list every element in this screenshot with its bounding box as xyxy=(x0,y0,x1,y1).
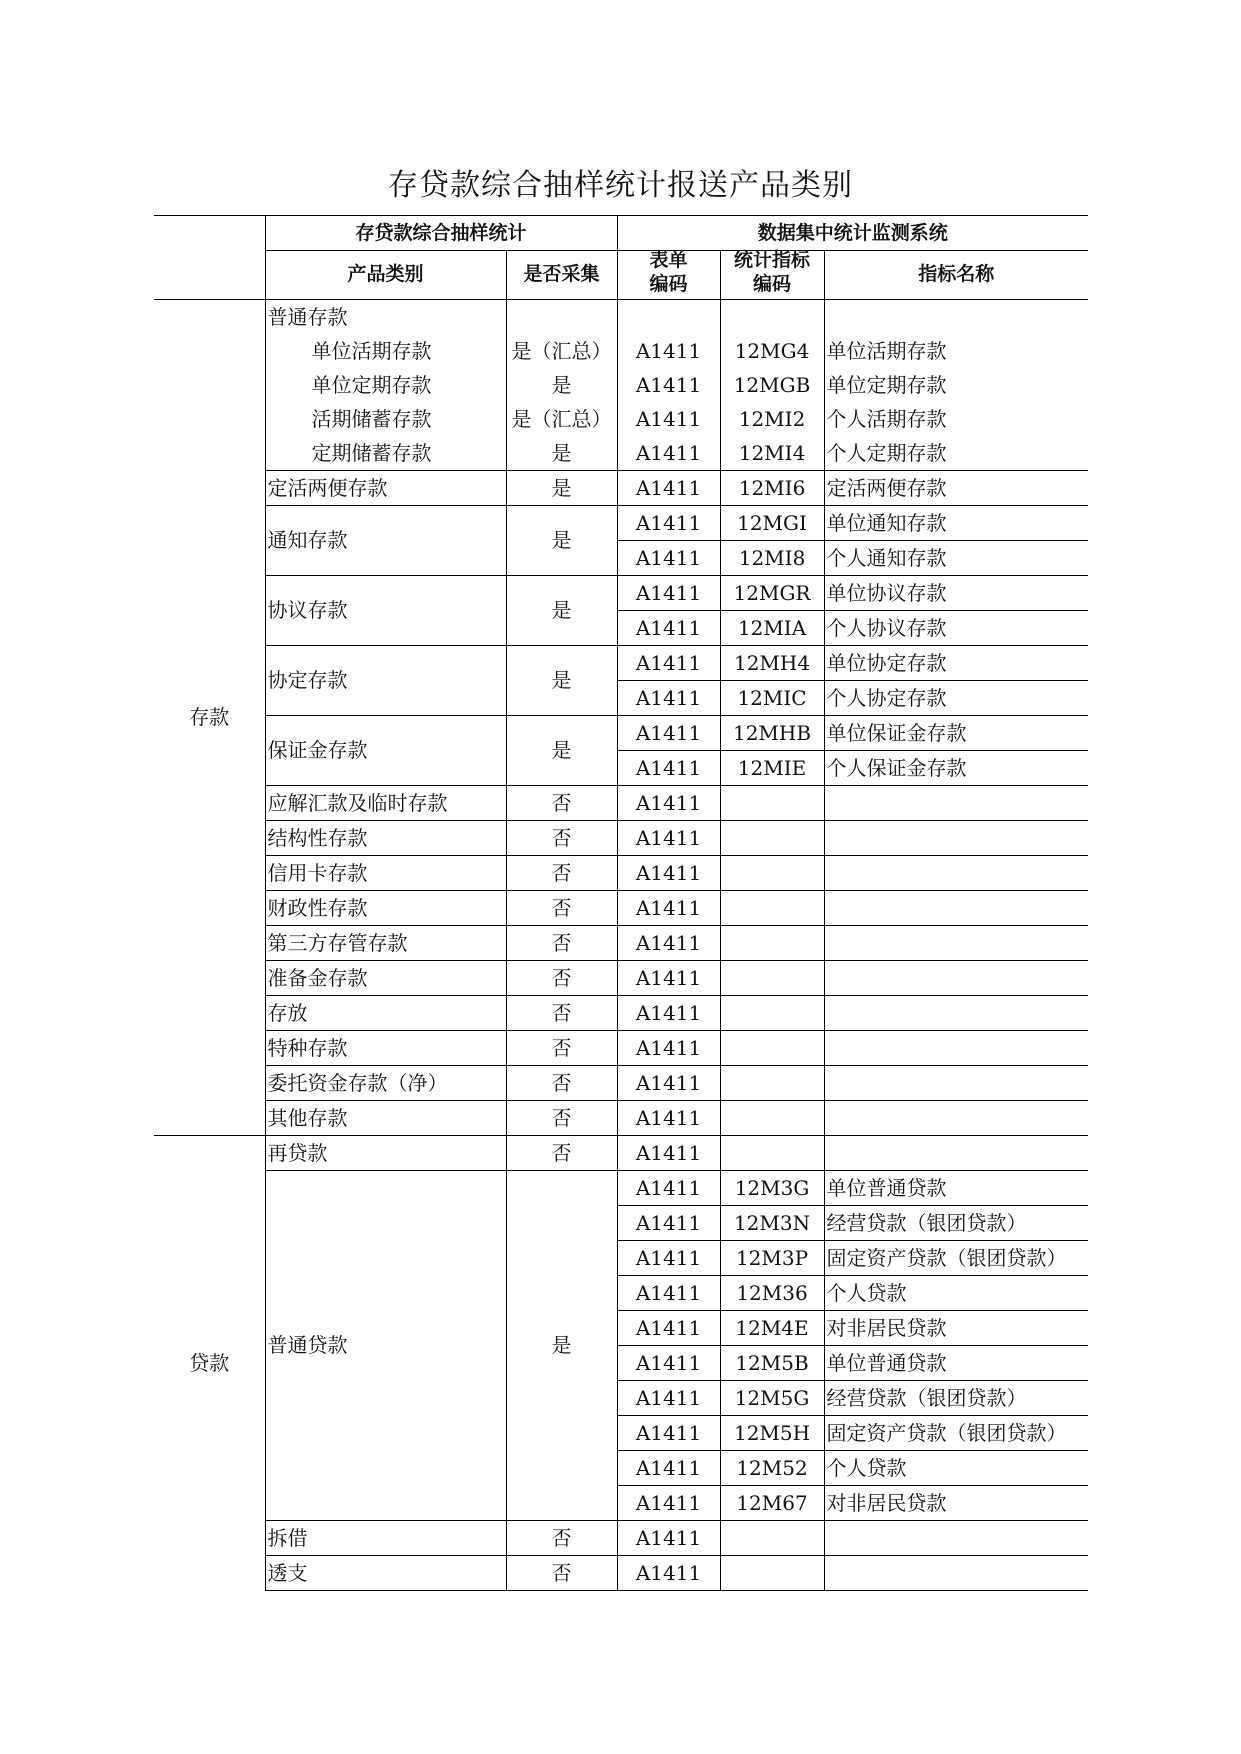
collect-cell: 否 xyxy=(506,785,617,820)
product-cell: 财政性存款 xyxy=(265,890,506,925)
indicator-code-cell: 12M3N xyxy=(720,1205,824,1240)
form-code-cell: A1411 xyxy=(617,1485,720,1520)
form-code-cell: A1411 xyxy=(617,1345,720,1380)
indicator-code-cell: 12M36 xyxy=(720,1275,824,1310)
indicator-name-cell: 对非居民贷款 xyxy=(824,1310,1088,1345)
form-code-cell: A1411 xyxy=(617,1380,720,1415)
form-code-cell: A1411 xyxy=(617,540,720,575)
header-group-system: 数据集中统计监测系统 xyxy=(617,216,1088,251)
collect-cell: 是（汇总） xyxy=(506,334,617,368)
indicator-code-cell: 12M5H xyxy=(720,1415,824,1450)
indicator-name-cell: 单位通知存款 xyxy=(824,505,1088,540)
form-code-cell: A1411 xyxy=(617,680,720,715)
header-product-category: 产品类别 xyxy=(265,251,506,300)
header-indicator-name: 指标名称 xyxy=(824,251,1088,300)
indicator-code-cell: 12M5B xyxy=(720,1345,824,1380)
collect-cell: 否 xyxy=(506,1135,617,1170)
header-form-code: 表单 编码 xyxy=(617,251,720,300)
product-cell: 协定存款 xyxy=(265,645,506,715)
form-code-cell: A1411 xyxy=(617,505,720,540)
product-category-table xyxy=(154,215,1088,1591)
form-code-cell: A1411 xyxy=(617,925,720,960)
product-cell: 信用卡存款 xyxy=(265,855,506,890)
table-row xyxy=(154,855,1088,890)
product-cell: 应解汇款及临时存款 xyxy=(265,785,506,820)
indicator-code-cell: 12M3G xyxy=(720,1170,824,1205)
indicator-code-cell: 12MIC xyxy=(720,680,824,715)
product-cell: 透支 xyxy=(265,1555,506,1590)
indicator-name-cell: 单位定期存款 xyxy=(824,368,1088,402)
product-cell: 拆借 xyxy=(265,1520,506,1555)
collect-cell: 是 xyxy=(506,575,617,645)
product-cell: 保证金存款 xyxy=(265,715,506,785)
table-row xyxy=(154,960,1088,995)
form-code-cell: A1411 xyxy=(617,820,720,855)
indicator-code-cell: 12MI2 xyxy=(720,402,824,436)
table-row xyxy=(154,334,1088,368)
indicator-name-cell: 经营贷款（银团贷款） xyxy=(824,1380,1088,1415)
indicator-code-cell: 12MGB xyxy=(720,368,824,402)
product-cell: 特种存款 xyxy=(265,1030,506,1065)
product-cell: 普通存款 xyxy=(265,299,506,334)
table-row xyxy=(154,436,1088,471)
table-row xyxy=(154,995,1088,1030)
header-blank-cell xyxy=(154,251,265,300)
table-row xyxy=(154,1065,1088,1100)
form-code-cell: A1411 xyxy=(617,1205,720,1240)
section-label-loan: 贷款 xyxy=(154,1135,265,1590)
indicator-name-cell: 单位普通贷款 xyxy=(824,1345,1088,1380)
product-cell: 定期储蓄存款 xyxy=(265,436,506,471)
indicator-code-cell: 12MH4 xyxy=(720,645,824,680)
form-code-cell: A1411 xyxy=(617,1030,720,1065)
table-row xyxy=(154,785,1088,820)
collect-cell: 否 xyxy=(506,855,617,890)
collect-cell: 否 xyxy=(506,1100,617,1135)
indicator-code-cell: 12M3P xyxy=(720,1240,824,1275)
form-code-cell: A1411 xyxy=(617,645,720,680)
form-code-cell: A1411 xyxy=(617,368,720,402)
header-row-columns xyxy=(154,251,1088,300)
table-row xyxy=(154,368,1088,402)
form-code-cell: A1411 xyxy=(617,960,720,995)
indicator-code-cell: 12MI6 xyxy=(720,470,824,505)
table-row xyxy=(154,1100,1088,1135)
form-code-cell: A1411 xyxy=(617,1240,720,1275)
form-code-cell: A1411 xyxy=(617,575,720,610)
form-code-cell: A1411 xyxy=(617,1065,720,1100)
indicator-code-cell: 12M67 xyxy=(720,1485,824,1520)
table-row xyxy=(154,645,1088,680)
collect-cell: 否 xyxy=(506,1030,617,1065)
indicator-name-cell: 固定资产贷款（银团贷款） xyxy=(824,1415,1088,1450)
table-row xyxy=(154,1520,1088,1555)
form-code-cell: A1411 xyxy=(617,1100,720,1135)
collect-cell: 否 xyxy=(506,995,617,1030)
indicator-code-cell: 12M5G xyxy=(720,1380,824,1415)
table-row xyxy=(154,470,1088,505)
product-cell: 协议存款 xyxy=(265,575,506,645)
form-code-cell: A1411 xyxy=(617,470,720,505)
form-code-cell: A1411 xyxy=(617,402,720,436)
indicator-name-cell: 个人贷款 xyxy=(824,1275,1088,1310)
indicator-code-cell: 12M4E xyxy=(720,1310,824,1345)
collect-cell: 是 xyxy=(506,715,617,785)
product-cell: 单位定期存款 xyxy=(265,368,506,402)
product-cell: 委托资金存款（净） xyxy=(265,1065,506,1100)
form-code-cell: A1411 xyxy=(617,1415,720,1450)
table-row xyxy=(154,1030,1088,1065)
form-code-cell: A1411 xyxy=(617,785,720,820)
form-code-cell: A1411 xyxy=(617,436,720,471)
table-row xyxy=(154,402,1088,436)
form-code-cell: A1411 xyxy=(617,855,720,890)
header-is-collected: 是否采集 xyxy=(506,251,617,300)
indicator-code-cell: 12M52 xyxy=(720,1450,824,1485)
indicator-name-cell: 单位协定存款 xyxy=(824,645,1088,680)
product-cell: 第三方存管存款 xyxy=(265,925,506,960)
indicator-code-cell: 12MHB xyxy=(720,715,824,750)
indicator-name-cell: 经营贷款（银团贷款） xyxy=(824,1205,1088,1240)
collect-cell: 否 xyxy=(506,960,617,995)
form-code-cell: A1411 xyxy=(617,1275,720,1310)
indicator-name-cell: 定活两便存款 xyxy=(824,470,1088,505)
indicator-code-cell: 12MI8 xyxy=(720,540,824,575)
table-row xyxy=(154,1555,1088,1590)
form-code-cell: A1411 xyxy=(617,1450,720,1485)
indicator-code-cell: 12MGR xyxy=(720,575,824,610)
table-row xyxy=(154,1135,1088,1170)
form-code-cell: A1411 xyxy=(617,750,720,785)
indicator-code-cell: 12MGI xyxy=(720,505,824,540)
indicator-name-cell: 个人保证金存款 xyxy=(824,750,1088,785)
form-code-cell: A1411 xyxy=(617,890,720,925)
form-code-cell: A1411 xyxy=(617,610,720,645)
table-row xyxy=(154,715,1088,750)
table-row xyxy=(154,820,1088,855)
product-cell: 定活两便存款 xyxy=(265,470,506,505)
product-cell: 再贷款 xyxy=(265,1135,506,1170)
table-row xyxy=(154,575,1088,610)
indicator-code-cell: 12MIE xyxy=(720,750,824,785)
table-row xyxy=(154,925,1088,960)
indicator-name-cell: 单位协议存款 xyxy=(824,575,1088,610)
collect-cell: 否 xyxy=(506,1065,617,1100)
collect-cell: 否 xyxy=(506,1555,617,1590)
indicator-name-cell: 个人协定存款 xyxy=(824,680,1088,715)
indicator-name-cell: 个人协议存款 xyxy=(824,610,1088,645)
indicator-name-cell: 固定资产贷款（银团贷款） xyxy=(824,1240,1088,1275)
table-row xyxy=(154,890,1088,925)
product-cell: 其他存款 xyxy=(265,1100,506,1135)
indicator-name-cell: 个人贷款 xyxy=(824,1450,1088,1485)
indicator-name-cell: 个人定期存款 xyxy=(824,436,1088,471)
form-code-cell: A1411 xyxy=(617,715,720,750)
indicator-name-cell: 个人活期存款 xyxy=(824,402,1088,436)
form-code-cell: A1411 xyxy=(617,1555,720,1590)
indicator-name-cell: 单位普通贷款 xyxy=(824,1170,1088,1205)
form-code-cell: A1411 xyxy=(617,1135,720,1170)
collect-cell: 是 xyxy=(506,368,617,402)
collect-cell: 是 xyxy=(506,436,617,471)
indicator-code-cell: 12MIA xyxy=(720,610,824,645)
form-code-cell: A1411 xyxy=(617,1520,720,1555)
indicator-name-cell: 对非居民贷款 xyxy=(824,1485,1088,1520)
header-group-sampling: 存贷款综合抽样统计 xyxy=(265,216,617,251)
product-cell: 活期储蓄存款 xyxy=(265,402,506,436)
product-cell: 单位活期存款 xyxy=(265,334,506,368)
collect-cell: 是 xyxy=(506,470,617,505)
page-title: 存贷款综合抽样统计报送产品类别 xyxy=(388,168,853,203)
form-code-cell: A1411 xyxy=(617,995,720,1030)
indicator-name-cell: 个人通知存款 xyxy=(824,540,1088,575)
section-label-deposit: 存款 xyxy=(154,299,265,1135)
table-row xyxy=(154,505,1088,540)
product-cell: 存放 xyxy=(265,995,506,1030)
indicator-name-cell: 单位保证金存款 xyxy=(824,715,1088,750)
form-code-cell: A1411 xyxy=(617,1170,720,1205)
table-row xyxy=(154,299,1088,334)
indicator-code-cell: 12MG4 xyxy=(720,334,824,368)
product-cell: 准备金存款 xyxy=(265,960,506,995)
header-indicator-code: 统计指标 编码 xyxy=(720,251,824,300)
form-code-cell: A1411 xyxy=(617,1310,720,1345)
header-blank-cell xyxy=(154,216,265,251)
collect-cell: 否 xyxy=(506,1520,617,1555)
indicator-name-cell: 单位活期存款 xyxy=(824,334,1088,368)
indicator-code-cell: 12MI4 xyxy=(720,436,824,471)
product-cell: 结构性存款 xyxy=(265,820,506,855)
collect-cell: 是 xyxy=(506,645,617,715)
product-cell: 通知存款 xyxy=(265,505,506,575)
collect-cell: 是 xyxy=(506,505,617,575)
collect-cell: 否 xyxy=(506,820,617,855)
collect-cell: 否 xyxy=(506,925,617,960)
collect-cell: 否 xyxy=(506,890,617,925)
product-cell: 普通贷款 xyxy=(265,1170,506,1520)
collect-cell: 是（汇总） xyxy=(506,402,617,436)
header-row-group xyxy=(154,216,1088,251)
table-row xyxy=(154,1170,1088,1205)
form-code-cell: A1411 xyxy=(617,334,720,368)
collect-cell: 是 xyxy=(506,1170,617,1520)
